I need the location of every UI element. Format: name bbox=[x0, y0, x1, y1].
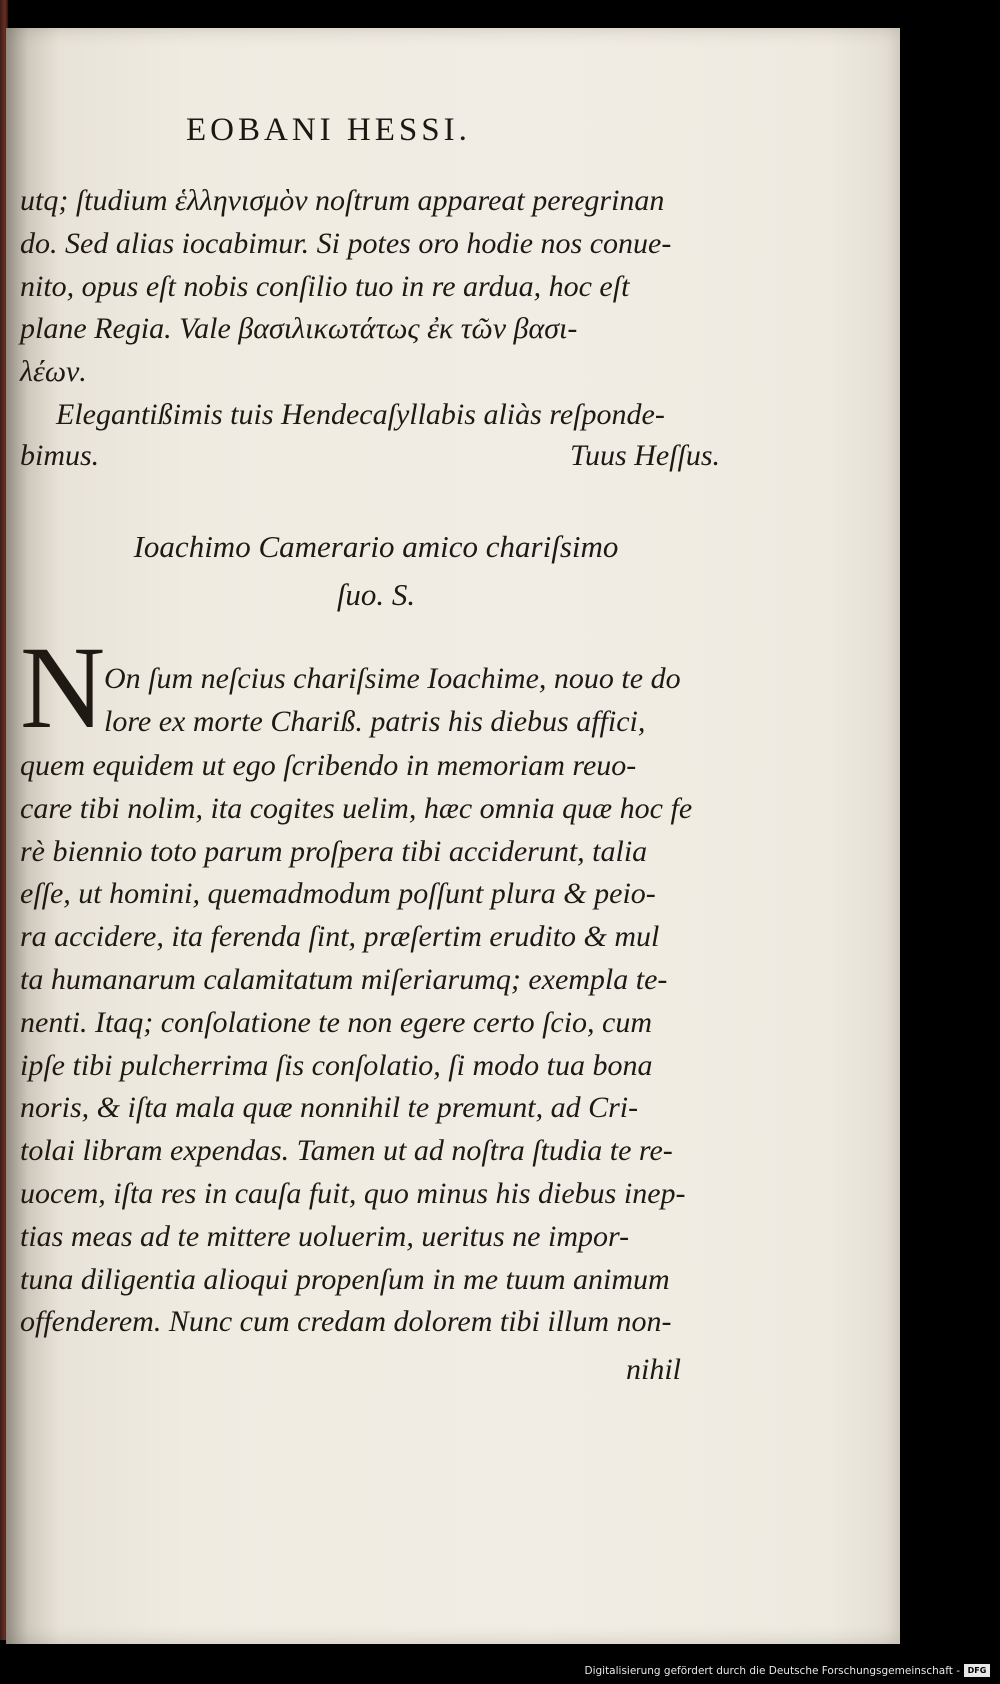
text-line: nenti. Itaq; conſolatione te non egere certo ſcio, cum bbox=[20, 1005, 653, 1039]
text-line: tolai libram expendas. Tamen ut ad noſtra ſtudia te re- bbox=[20, 1134, 673, 1168]
signature: Tuus Heſſus. bbox=[569, 439, 720, 472]
text-line: quem equidem ut ego ſcribendo in memoriam reuo- bbox=[20, 749, 637, 782]
text-line: plane Regia. Vale βασιλικωτάτως ἐκ τῶν βασι- bbox=[20, 312, 578, 346]
heading-line: ſuo. S. bbox=[336, 577, 416, 612]
drop-cap: N bbox=[20, 622, 106, 753]
letter2-opening bbox=[104, 658, 724, 744]
text-line: eſſe, ut homini, quemadmodum poſſunt plura & peio- bbox=[20, 877, 656, 911]
text-line: offenderem. Nunc cum credam dolorem tibi illum non- bbox=[20, 1305, 672, 1339]
postscript-end: bimus. bbox=[20, 439, 100, 472]
text-line: ta humanarum calamitatum miſeriarumq; exempla te- bbox=[20, 962, 668, 996]
catchword: nihil bbox=[626, 1353, 682, 1386]
text-line: utq; ſtudium ἑλληνισμὸν noſtrum appareat peregrinan bbox=[20, 184, 665, 217]
letter2-body bbox=[20, 745, 726, 1344]
running-head: EOBANI HESSI. bbox=[186, 112, 471, 148]
text-line: care tibi nolim, ita cogites uelim, hæc omnia quæ hoc fe bbox=[20, 791, 693, 825]
text-line: do. Sed alias iocabimur. Si potes oro hodie nos conue- bbox=[20, 226, 672, 260]
footer-credit: Digitalisierung gefördert durch die Deutsche Forschungsgemeinschaft - bbox=[584, 1665, 960, 1677]
text-line: ipſe tibi pulcherrima ſis conſolatio, ſi modo tua bona bbox=[20, 1048, 653, 1082]
letter1-postscript: Elegantißimis tuis Hendecaſyllabis aliàs reſponde- bbox=[56, 398, 665, 431]
text-line: nito, opus eſt nobis conſilio tuo in re ardua, hoc eſt bbox=[20, 269, 630, 303]
heading-line: Ioachimo Camerario amico chariſsimo bbox=[133, 529, 619, 564]
letter2-heading bbox=[116, 523, 636, 619]
text-line: lore ex morte Chariß. patris his diebus affici, bbox=[104, 704, 646, 738]
text-line: noris, & iſta mala quæ nonnihil te premunt, ad Cri- bbox=[20, 1091, 639, 1125]
text-line: uocem, iſta res in cauſa fuit, quo minus his diebus inep- bbox=[20, 1176, 686, 1210]
text-line: rè biennio toto parum proſpera tibi acciderunt, talia bbox=[20, 834, 648, 868]
text-line: ra accidere, ita ferenda ſint, præſertim erudito & mul bbox=[20, 920, 660, 954]
letter1-closing bbox=[20, 435, 720, 478]
text-line: On ſum neſcius chariſsime Ioachime, nouo te do bbox=[104, 662, 681, 695]
text-line: λέων. bbox=[20, 355, 87, 389]
book-page bbox=[6, 28, 900, 1644]
letter1-body bbox=[20, 180, 736, 394]
dfg-logo: DFG bbox=[964, 1664, 990, 1677]
text-line: tuna diligentia alioqui propenſum in me tuum animum bbox=[20, 1262, 670, 1296]
text-line: tias meas ad te mittere uoluerim, ueritus ne impor- bbox=[20, 1219, 630, 1253]
